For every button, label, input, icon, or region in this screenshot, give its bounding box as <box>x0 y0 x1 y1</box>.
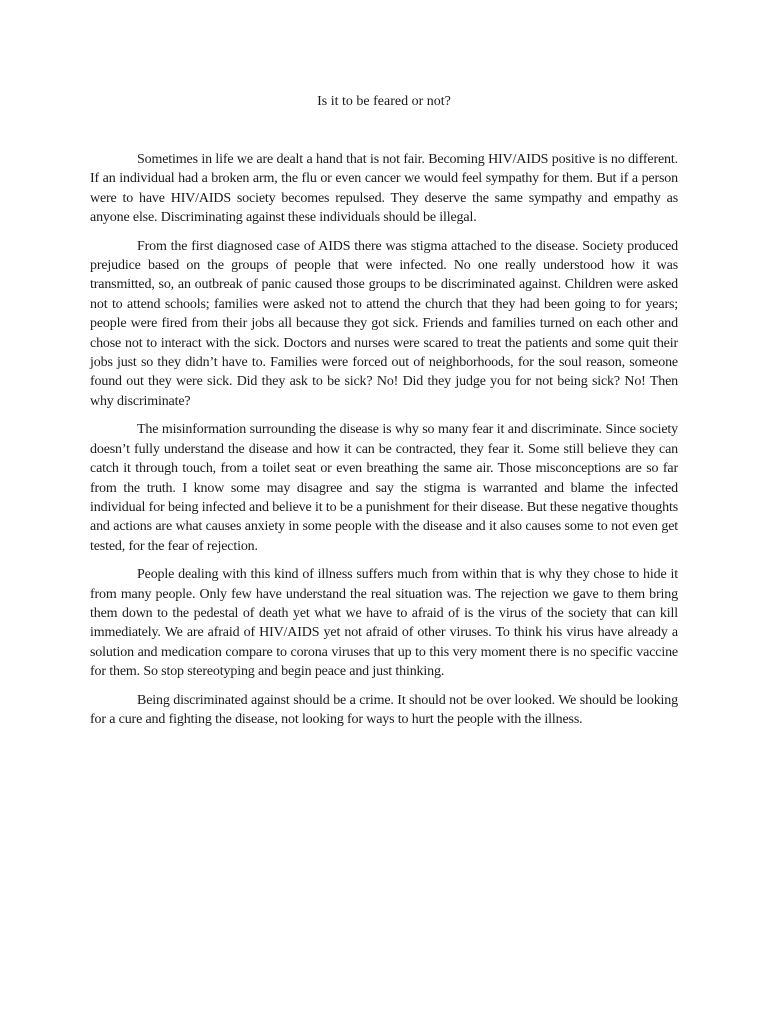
document-body <box>90 150 678 738</box>
paragraph-5: Being discriminated against should be a crime. It should not be over looked. We should be looking for a cure and fighting the disease, not looking for ways to hurt the people with the illness. <box>90 692 678 727</box>
paragraph-1: Sometimes in life we are dealt a hand that is not fair. Becoming HIV/AIDS positive is no different. If an individual had a broken arm, the flu or even cancer we would feel sympathy for them. But if a person were to have HIV/AIDS society becomes repulsed. They deserve the same sympathy and empathy as anyone else. Discriminating against these individuals should be illegal. <box>90 152 678 226</box>
paragraph-2: From the first diagnosed case of AIDS there was stigma attached to the disease. Society produced prejudice based on the groups of people that were infected. No one really understood how it was transmitted, so, an outbreak of panic caused those groups to be discriminated against. Children were asked not to attend schools; families were asked not to attend the church that they had been going to for years; people were fired from their jobs all because they got sick. Friends and families turned on each other and chose not to interact with the sick. Doctors and nurses were scared to treat the patients and some quit their jobs just so they didn’t have to. Families were forced out of neighborhoods, for the soul reason, someone found out they were sick. Did they ask to be sick? No! Did they judge you for not being sick? No! Then why discriminate? <box>90 238 678 409</box>
document-title: Is it to be feared or not? <box>317 94 451 109</box>
paragraph-3: The misinformation surrounding the disease is why so many fear it and discriminate. Since society doesn’t fully understand the disease and how it can be contracted, they fear it. Some still believe they can catch it through touch, from a toilet seat or even breathing the same air. Those misconceptions are so far from the truth. I know some may disagree and say the stigma is warranted and blame the infected individual for being infected and believe it to be a punishment for their disease. But these negative thoughts and actions are what causes anxiety in some people with the disease and it also causes some to not even get tested, for the fear of rejection. <box>90 422 678 554</box>
paragraph-4: People dealing with this kind of illness suffers much from within that is why they chose to hide it from many people. Only few have understand the real situation was. The rejection we gave to them bring them down to the pedestal of death yet what we have to afraid of is the virus of the society that can kill immediately. We are afraid of HIV/AIDS yet not afraid of other viruses. To think his virus have already a solution and medication compare to corona viruses that up to this very moment there is no specific vaccine for them. So stop stereotyping and begin peace and just thinking. <box>90 567 678 680</box>
